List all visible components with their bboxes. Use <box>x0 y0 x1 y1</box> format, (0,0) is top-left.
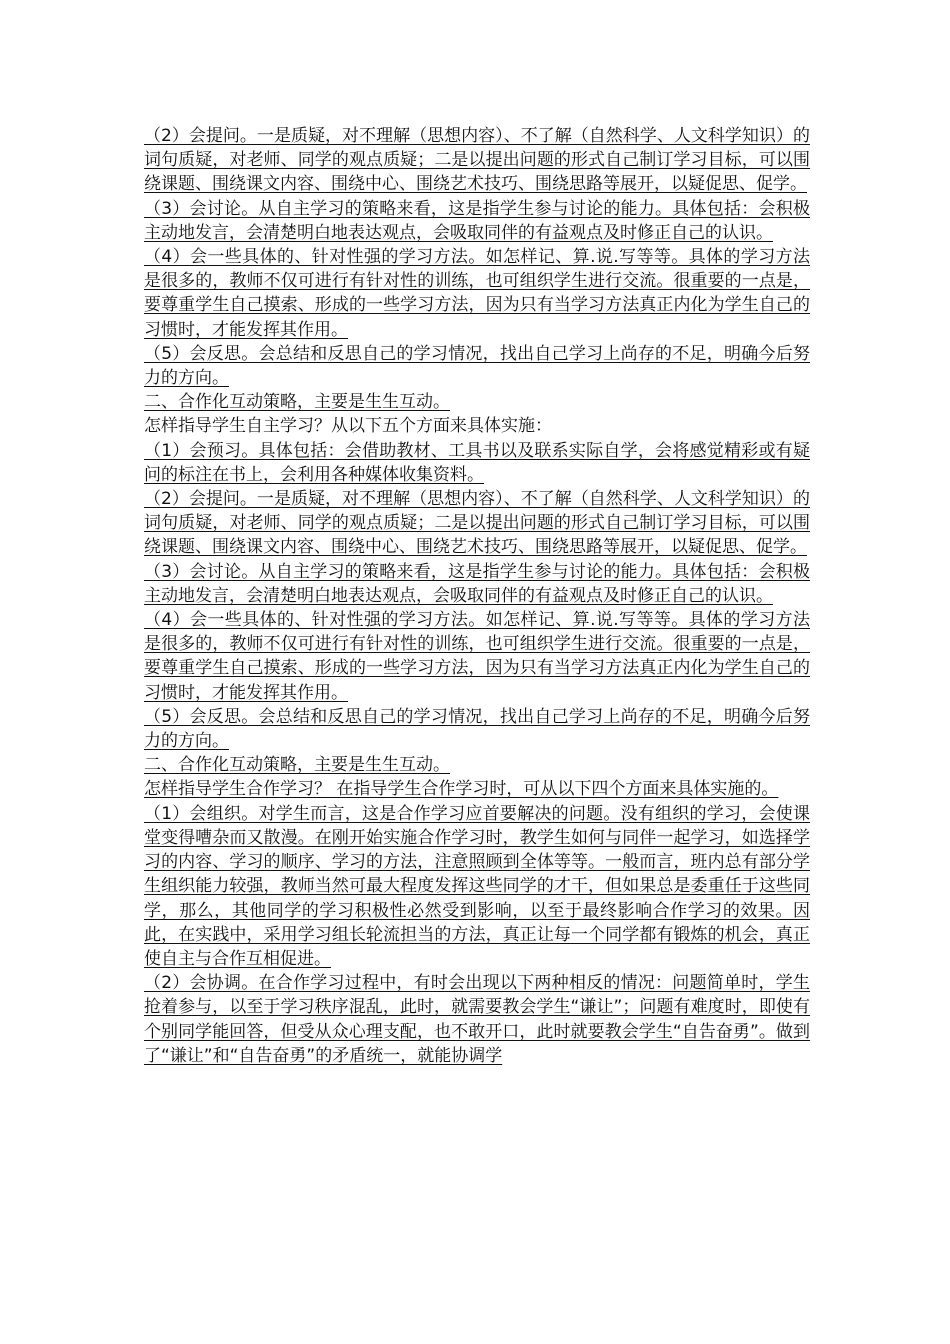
paragraph: （5）会反思。会总结和反思自己的学习情况，找出自己学习上尚存的不足，明确今后努力的方向。 <box>144 343 810 389</box>
question-line: 怎样指导学生自主学习？从以下五个方面来具体实施： <box>144 416 552 437</box>
paragraph: （4）会一些具体的、针对性强的学习方法。如怎样记、算.说.写等等。具体的学习方法是很多的，教师不仅可进行有针对性的训练，也可组织学生进行交流。很重要的一点是，要尊重学生自己摸索、形成的一些学习方法，因为只有当学习方法真正内化为学生自己的习惯时，才能发挥其作用。 <box>144 610 810 703</box>
paragraph: （2）会协调。在合作学习过程中，有时会出现以下两种相反的情况：问题简单时，学生抢着参与，以至于学习秩序混乱，此时，就需要教会学生“谦让”；问题有难度时，即使有个别同学能回答，但受从众心理支配，也不敢开口，此时就要教会学生“自告奋勇”。做到了“谦让”和“自告奋勇”的矛盾统一，就能协调学 <box>144 973 810 1066</box>
paragraph: （2）会提问。一是质疑，对不理解（思想内容）、不了解（自然科学、人文科学知识）的词句质疑，对老师、同学的观点质疑；二是以提出问题的形式自己制订学习目标，可以围绕课题、围绕课文内容、围绕中心、围绕艺术技巧、围绕思路等展开，以疑促思、促学。 <box>144 126 810 195</box>
paragraph: （3）会讨论。从自主学习的策略来看，这是指学生参与讨论的能力。具体包括：会积极主动地发言，会清楚明白地表达观点，会吸取同伴的有益观点及时修正自己的认识。 <box>144 198 810 243</box>
section-heading: 二、合作化互动策略，主要是生生互动。 <box>144 755 450 776</box>
document-body <box>144 124 810 1068</box>
paragraph: （1）会组织。对学生而言，这是合作学习应首要解决的问题。没有组织的学习，会使课堂变得嘈杂而又散漫。在刚开始实施合作学习时，教学生如何与同伴一起学习，如选择学习的内容、学习的顺序、学习的方法，注意照顾到全体等等。一般而言，班内总有部分学生组织能力较强，教师当然可最大程度发挥这些同学的才干，但如果总是委重任于这些同学，那么，其他同学的学习积极性必然受到影响，以至于最终影响合作学习的效果。因此，在实践中，采用学习组长轮流担当的方法，真正让每一个同学都有锻炼的机会，真正使自主与合作互相促进。 <box>144 803 810 969</box>
paragraph: （5）会反思。会总结和反思自己的学习情况，找出自己学习上尚存的不足，明确今后努力的方向。 <box>144 706 810 752</box>
paragraph: （4）会一些具体的、针对性强的学习方法。如怎样记、算.说.写等等。具体的学习方法是很多的，教师不仅可进行有针对性的训练，也可组织学生进行交流。很重要的一点是，要尊重学生自己摸索、形成的一些学习方法，因为只有当学习方法真正内化为学生自己的习惯时，才能发挥其作用。 <box>144 247 810 340</box>
paragraph: （1）会预习。具体包括：会借助教材、工具书以及联系实际自学，会将感觉精彩或有疑问的标注在书上，会利用各种媒体收集资料。 <box>144 440 810 485</box>
section-heading: 二、合作化互动策略，主要是生生互动。 <box>144 392 450 413</box>
question-line: 怎样指导学生合作学习？ 在指导学生合作学习时，可从以下四个方面来具体实施的。 <box>144 779 779 800</box>
paragraph: （2）会提问。一是质疑，对不理解（思想内容）、不了解（自然科学、人文科学知识）的词句质疑，对老师、同学的观点质疑；二是以提出问题的形式自己制订学习目标，可以围绕课题、围绕课文内容、围绕中心、围绕艺术技巧、围绕思路等展开，以疑促思、促学。 <box>144 489 810 558</box>
paragraph: （3）会讨论。从自主学习的策略来看，这是指学生参与讨论的能力。具体包括：会积极主动地发言，会清楚明白地表达观点，会吸取同伴的有益观点及时修正自己的认识。 <box>144 561 810 606</box>
